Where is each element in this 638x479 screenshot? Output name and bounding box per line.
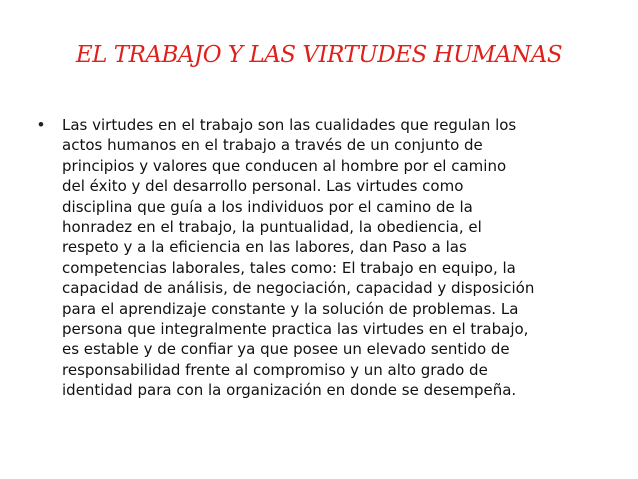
paragraph-line: del éxito y del desarrollo personal. Las virtudes como (62, 177, 464, 196)
paragraph-line: es estable y de confiar ya que posee un elevado sentido de (62, 340, 510, 359)
paragraph-line: disciplina que guía a los individuos por el camino de la (62, 197, 473, 216)
paragraph-line: respeto y a la eficiencia en las labores, dan Paso a las (62, 238, 467, 257)
bullet-marker: • (38, 115, 44, 134)
paragraph-line: capacidad de análisis, de negociación, capacidad y disposición (62, 279, 535, 298)
paragraph-line: actos humanos en el trabajo a través de un conjunto de (62, 136, 483, 155)
paragraph-line: principios y valores que conducen al hombre por el camino (62, 156, 507, 175)
paragraph-line: Las virtudes en el trabajo son las cualidades que regulan los (62, 116, 517, 134)
paragraph-line: para el aprendizaje constante y la solución de problemas. La (62, 299, 519, 318)
paragraph-line: honradez en el trabajo, la puntualidad, la obediencia, el (62, 218, 482, 237)
paragraph-line: identidad para con la organización en donde se desempeña. (62, 381, 517, 400)
bullet-paragraph (62, 115, 594, 401)
paragraph-line: persona que integralmente practica las virtudes en el trabajo, (62, 320, 529, 339)
paragraph-line: competencias laborales, tales como: El trabajo en equipo, la (62, 258, 516, 277)
paragraph-line: responsabilidad frente al compromiso y un alto grado de (62, 360, 488, 379)
slide-title: EL TRABAJO Y LAS VIRTUDES HUMANAS (75, 42, 563, 68)
